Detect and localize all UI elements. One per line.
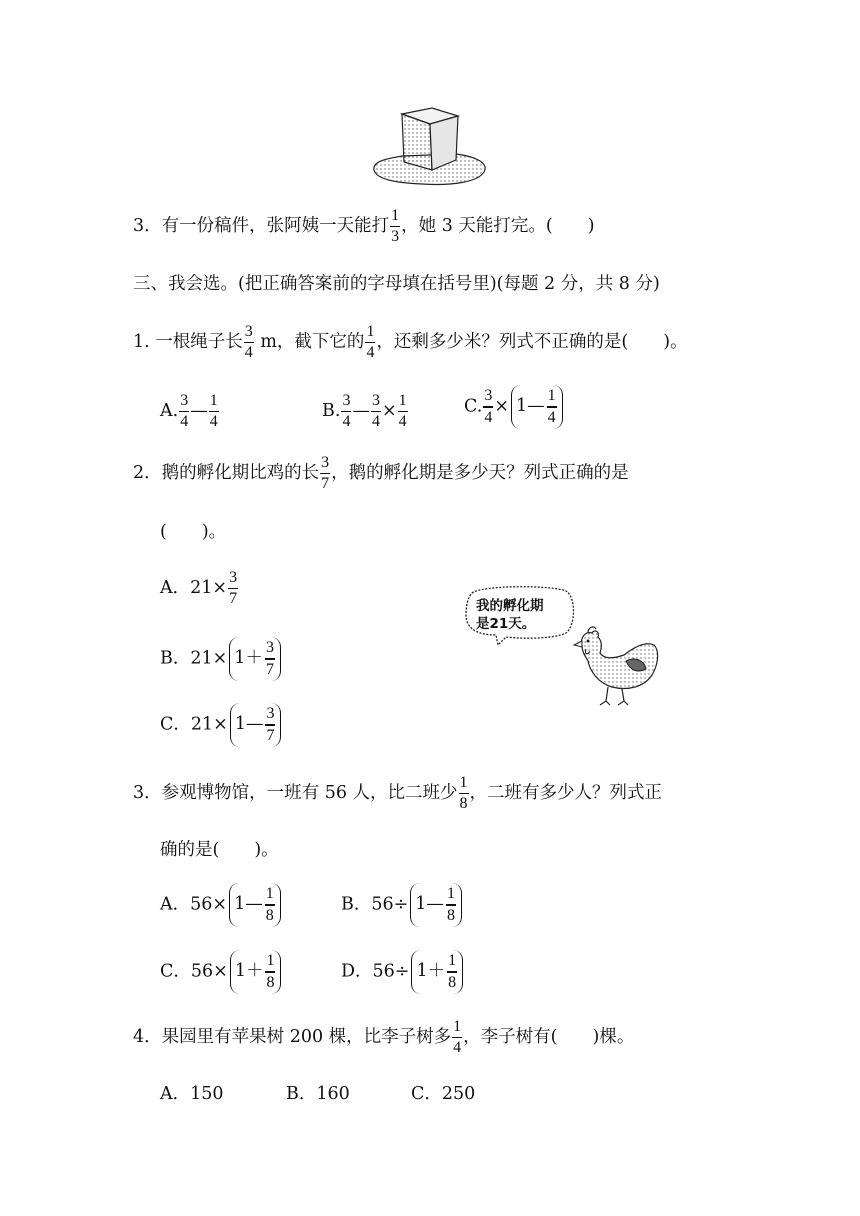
question-1: 1. 一根绳子长 $\frac{3}{4}$ m，截下它的 $\frac{1}{4}$ ，还剩多少米？列式不正确的是( )。 (133, 323, 688, 362)
fraction: $\frac{1}{3}$ (391, 207, 400, 246)
section-title: 三、我会选。(把正确答案前的字母填在括号里)(每题 2 分，共 8 分) (133, 274, 660, 294)
question-3-option-d: D．56÷ 1＋ $\frac{1}{8}$ (341, 950, 463, 994)
question-4-option-a: A．150 (160, 1084, 224, 1104)
question-3-option-c: C．56× 1＋ $\frac{1}{8}$ (160, 950, 281, 994)
question-3: 3．参观博物馆，一班有 56 人，比二班少 $\frac{1}{8}$ ，二班有多少人？列式正 (133, 774, 663, 813)
question-2-option-a: A．21× $\frac{3}{7}$ (160, 569, 238, 608)
question-4-option-b: B．160 (286, 1084, 350, 1104)
judge-question-3: 3．有一份稿件，张阿姨一天能打 $\frac{1}{3}$ ，她 3 天能打完。( ) (133, 207, 595, 246)
question-2-option-b: B．21× 1＋ $\frac{3}{7}$ (160, 637, 281, 681)
question-2-paren: ( )。 (160, 522, 227, 542)
question-2: 2．鹅的孵化期比鸡的长 $\frac{3}{7}$ ，鹅的孵化期是多少天？列式正确的是 (133, 454, 629, 493)
question-3-option-b: B．56÷ 1— $\frac{1}{8}$ (341, 883, 462, 927)
question-3-option-a: A．56× 1— $\frac{1}{8}$ (160, 883, 281, 927)
question-1-option-c: C. $\frac{3}{4}$ × 1— $\frac{1}{4}$ (464, 385, 563, 429)
ice-cube-illustration (372, 104, 490, 190)
question-2-option-c: C．21× 1— $\frac{3}{7}$ (160, 703, 281, 747)
question-4: 4．果园里有苹果树 200 棵，比李子树多 $\frac{1}{4}$ ，李子树有( )棵。 (133, 1018, 635, 1057)
question-3-continued: 确的是( )。 (160, 840, 279, 860)
hen-illustration (568, 625, 664, 711)
question-4-option-c: C．250 (411, 1084, 476, 1104)
speech-bubble-text: 我的孵化期 是21天。 (476, 598, 544, 632)
question-1-option-a: A. $\frac{3}{4}$ — $\frac{1}{4}$ (160, 392, 218, 431)
question-1-option-b: B. $\frac{3}{4}$ — $\frac{3}{4}$ × $\frac{1}{4}$ (322, 392, 407, 431)
